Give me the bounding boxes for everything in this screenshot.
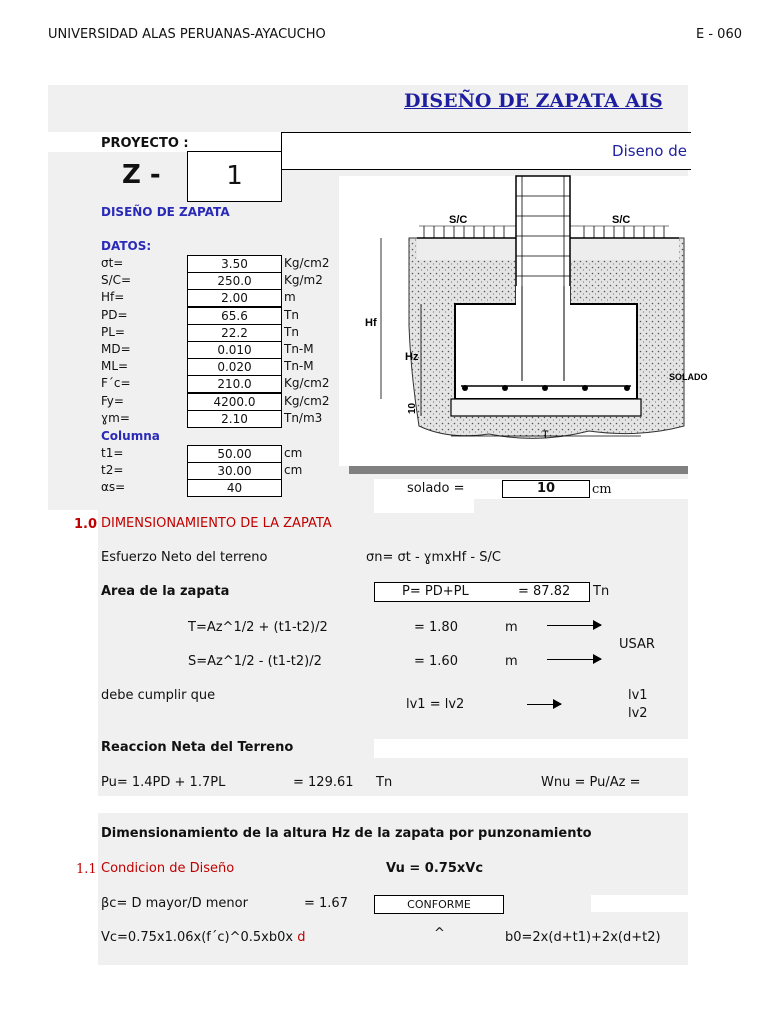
datos-row-unit: Kg/m2 — [284, 273, 323, 288]
project-label: PROYECTO : — [101, 136, 189, 151]
esfuerzo-formula: σn= σt - ɣmxHf - S/C — [366, 550, 501, 565]
beta-formula: βc= D mayor/D menor — [101, 896, 248, 911]
pu-formula: Pu= 1.4PD + 1.7PL — [101, 775, 226, 790]
datos-row-value-field[interactable] — [187, 324, 282, 342]
datos-row-value-field[interactable] — [187, 272, 282, 290]
diagram-sc-left: S/C — [449, 214, 468, 226]
p-formula: P= PD+PL — [402, 584, 469, 599]
dim-altura-row-bg — [98, 796, 688, 813]
vc-formula — [101, 930, 305, 945]
datos-row-value-field[interactable] — [187, 255, 282, 273]
datos-row-unit: Tn/m3 — [284, 410, 323, 425]
datos-row-value-field[interactable] — [187, 393, 282, 411]
datos-row-value-field[interactable] — [187, 375, 282, 393]
reaccion-label: Reaccion Neta del Terreno — [101, 740, 294, 755]
datos-row-unit: Kg/cm2 — [284, 376, 330, 391]
s11-title: Condicion de Diseño — [101, 861, 235, 876]
datos-row-value: 22.2 — [221, 325, 248, 340]
lv-equation: lv1 = lv2 — [406, 697, 465, 712]
datos-row-unit: Kg/cm2 — [284, 256, 330, 270]
s-arrow-icon — [547, 659, 601, 660]
conforme-row-bg — [591, 895, 688, 912]
pu-value: = 129.61 — [293, 775, 354, 790]
diagram-hf: Hf — [365, 317, 377, 329]
cumplir-label: debe cumplir que — [101, 688, 216, 703]
s11-number: 1.1 — [76, 862, 97, 877]
datos-row-label: F´c= — [101, 376, 131, 391]
datos-row-value: 0.020 — [217, 360, 252, 375]
solado-unit: cm — [592, 482, 612, 497]
columna-row-value-field[interactable] — [187, 462, 282, 480]
solado-value: 10 — [536, 481, 556, 496]
datos-row-value: 2.10 — [221, 411, 248, 426]
dim-altura-label: Dimensionamiento de la altura Hz de la zapata por punzonamiento — [101, 826, 592, 841]
datos-row-label: ɣm= — [101, 410, 130, 425]
columna-row-unit: cm — [284, 446, 303, 460]
datos-row-unit: Tn-M — [284, 359, 314, 374]
t-arrow-icon — [547, 625, 601, 626]
datos-row-value: 210.0 — [217, 377, 252, 392]
columna-row-value-field[interactable] — [187, 479, 282, 497]
area-label: Area de la zapata — [101, 584, 230, 599]
s-value: = 1.60 — [414, 654, 458, 669]
datos-row-label: MD= — [101, 342, 131, 356]
s-unit: m — [505, 654, 518, 669]
beta-value: = 1.67 — [304, 896, 348, 911]
conforme-label: CONFORME — [407, 898, 471, 911]
datos-row-value: 65.6 — [221, 308, 248, 323]
footing-diagram — [339, 176, 708, 466]
datos-row-value-field[interactable] — [187, 289, 282, 307]
datos-row-label: S/C= — [101, 273, 132, 288]
zapata-prefix: Z - — [122, 160, 161, 190]
datos-label: DATOS: — [101, 239, 152, 253]
diagram-hz: Hz — [405, 351, 419, 363]
columna-row-value: 40 — [226, 481, 243, 496]
t-value: = 1.80 — [414, 620, 458, 635]
datos-row-unit: Tn — [284, 307, 299, 322]
datos-row-label: Fy= — [101, 393, 124, 408]
zapata-number-field[interactable] — [187, 151, 282, 202]
t-formula: T=Az^1/2 + (t1-t2)/2 — [188, 620, 328, 635]
datos-row-value: 2.00 — [221, 291, 248, 306]
b0-formula: b0=2x(d+t1)+2x(d+t2) — [505, 930, 661, 945]
diagram-bottom-bar — [349, 466, 688, 474]
project-name-field[interactable] — [281, 132, 691, 170]
datos-row-value: 4200.0 — [213, 394, 256, 409]
header-code: E - 060 — [696, 27, 742, 42]
p-formula-box — [374, 582, 590, 602]
s1-title: DIMENSIONAMIENTO DE LA ZAPATA — [101, 516, 332, 531]
esfuerzo-label: Esfuerzo Neto del terreno — [101, 550, 268, 565]
s-formula: S=Az^1/2 - (t1-t2)/2 — [188, 654, 322, 669]
section-title: DISEÑO DE ZAPATA — [101, 205, 230, 219]
datos-row-value: 250.0 — [217, 274, 252, 289]
datos-row-label: Hf= — [101, 290, 125, 305]
columna-row-value: 30.00 — [217, 464, 252, 479]
datos-row-label: PL= — [101, 324, 125, 339]
columna-row-value-field[interactable] — [187, 445, 282, 463]
datos-row-value-field[interactable] — [187, 307, 282, 325]
datos-row-label: PD= — [101, 307, 128, 322]
columna-label: Columna — [101, 429, 160, 443]
header-institution: UNIVERSIDAD ALAS PERUANAS-AYACUCHO — [48, 27, 326, 42]
p-unit: Tn — [593, 584, 610, 599]
datos-row-unit: Tn-M — [284, 342, 314, 356]
lv-arrow-icon — [527, 704, 561, 705]
solado-below-bg — [374, 499, 474, 513]
datos-row-label: σt= — [101, 256, 124, 270]
s1-number: 1.0 — [74, 517, 98, 532]
columna-row-label: t1= — [101, 446, 124, 460]
wnu-formula: Wnu = Pu/Az = — [541, 775, 641, 790]
usar-label: USAR — [619, 637, 655, 652]
vc-formula-text: Vc=0.75x1.06x(f´c)^0.5xb0x — [101, 930, 294, 945]
datos-row-label: ML= — [101, 359, 129, 374]
solado-label: solado = — [407, 481, 465, 496]
datos-row-value-field[interactable] — [187, 410, 282, 428]
columna-row-unit: cm — [284, 463, 303, 478]
diagram-ten: 10 — [407, 402, 418, 414]
datos-row-value-field[interactable] — [187, 341, 282, 359]
lv2-label: lv2 — [628, 706, 648, 721]
zapata-number: 1 — [226, 161, 243, 191]
reaccion-row-bg — [374, 739, 688, 758]
columna-row-value: 50.00 — [217, 447, 252, 461]
diagram-sc-right: S/C — [612, 214, 631, 226]
diagram-panel — [339, 176, 708, 466]
caret-mark: ^ — [434, 926, 445, 941]
t-unit: m — [505, 620, 518, 635]
datos-row-unit: m — [284, 290, 296, 305]
columna-row-label: αs= — [101, 480, 126, 495]
diagram-t: T — [542, 429, 549, 441]
datos-row-value: 0.010 — [217, 343, 252, 357]
p-value: = 87.82 — [518, 584, 571, 599]
pu-unit: Tn — [376, 775, 393, 790]
conforme-badge — [374, 895, 504, 914]
datos-row-value-field[interactable] — [187, 358, 282, 376]
page-title: DISEÑO DE ZAPATA AIS — [404, 90, 663, 112]
project-name: Diseno de — [612, 142, 687, 160]
lv1-label: lv1 — [628, 688, 648, 703]
datos-row-value: 3.50 — [221, 257, 248, 271]
solado-value-field[interactable] — [502, 480, 590, 498]
datos-row-unit: Tn — [284, 324, 299, 339]
columna-row-label: t2= — [101, 463, 124, 478]
vu-formula: Vu = 0.75xVc — [386, 861, 484, 876]
diagram-solado: SOLADO — [669, 372, 708, 382]
vc-formula-d: d — [297, 930, 306, 945]
datos-row-unit: Kg/cm2 — [284, 393, 330, 408]
